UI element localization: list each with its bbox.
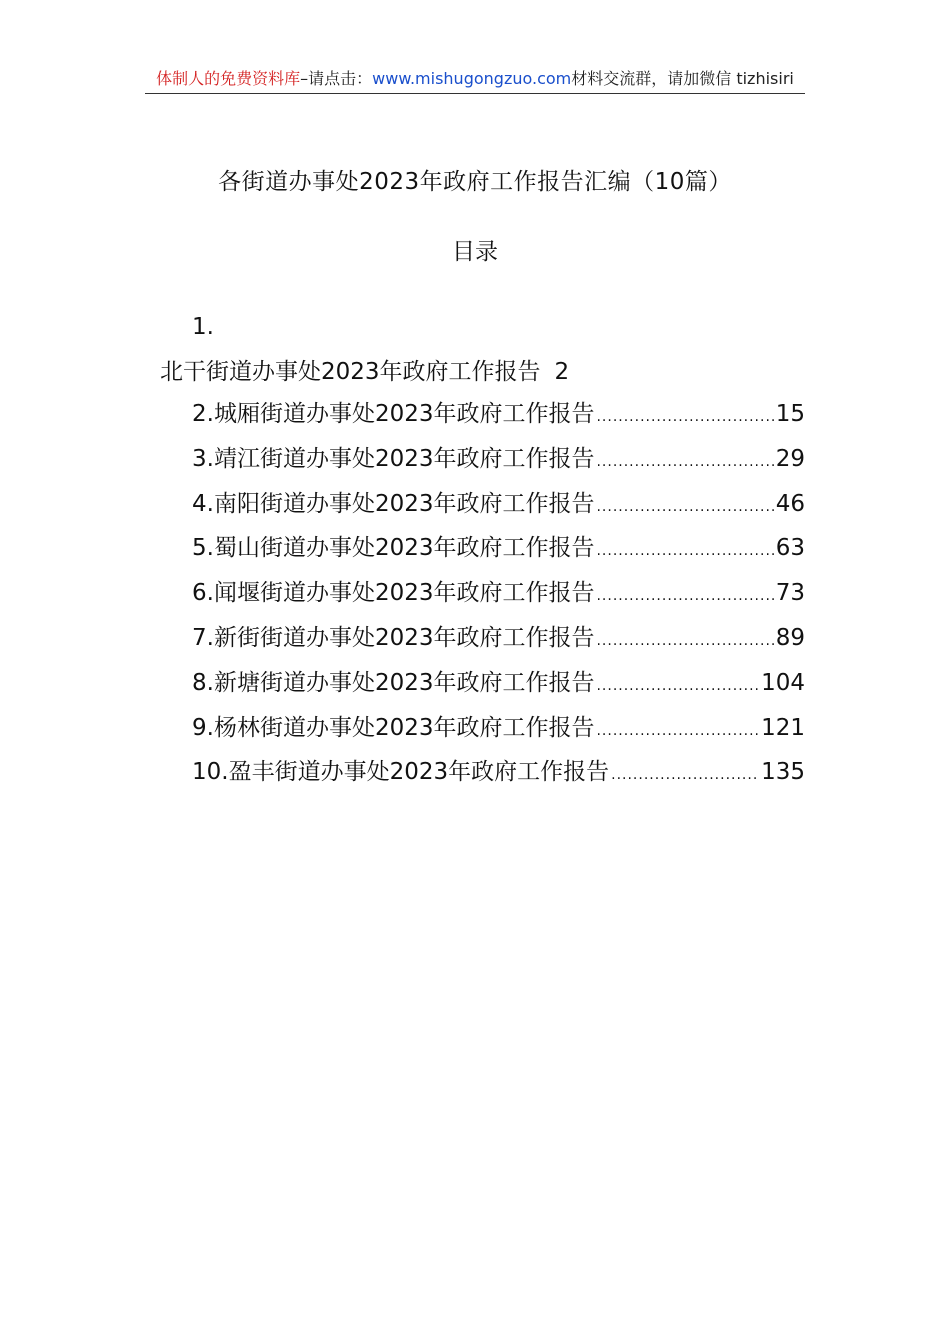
header-divider: [145, 93, 805, 94]
toc-leader: [596, 625, 773, 657]
header-prompt: –请点击：: [300, 69, 373, 88]
toc-entry-label: 4.南阳街道办事处2023年政府工作报告: [192, 490, 595, 517]
toc-first-entry[interactable]: [160, 356, 569, 388]
toc-entry-page: 89: [775, 624, 805, 651]
toc-entry-page: 2: [554, 359, 570, 385]
toc-entry[interactable]: [192, 443, 805, 488]
document-title: 各街道办事处2023年政府工作报告汇编（10篇）: [218, 169, 732, 195]
toc-entry-page: 46: [775, 490, 805, 517]
toc-leader: [611, 759, 759, 791]
page-header: [145, 68, 805, 90]
toc-entry[interactable]: [192, 488, 805, 533]
toc-entry-page: 29: [775, 445, 805, 472]
toc-leader: [596, 715, 759, 747]
toc-entry-label: 9.杨林街道办事处2023年政府工作报告: [192, 714, 595, 741]
toc-leader: [596, 580, 773, 612]
toc-first-number: 1.: [192, 314, 214, 340]
toc-leader: [596, 670, 759, 702]
toc-entry-label: 2.城厢街道办事处2023年政府工作报告: [192, 401, 595, 427]
toc-entry-label: 北干街道办事处2023年政府工作报告: [160, 359, 541, 385]
toc-entry-label: 6.闻堰街道办事处2023年政府工作报告: [192, 580, 595, 607]
toc-entry[interactable]: [192, 622, 805, 667]
toc-entry-page: 135: [761, 759, 805, 786]
header-link[interactable]: www.mishugongzuo.com: [372, 69, 572, 88]
toc-entry[interactable]: [192, 398, 805, 443]
toc-entry-label: 10.盈丰街道办事处2023年政府工作报告: [192, 759, 610, 786]
toc-leader: [596, 491, 773, 523]
toc-entry[interactable]: [192, 577, 805, 622]
toc-entry-label: 8.新塘街道办事处2023年政府工作报告: [192, 669, 595, 696]
toc-entry-label: 3.靖江街道办事处2023年政府工作报告: [192, 445, 595, 472]
toc-entry[interactable]: [192, 667, 805, 712]
toc-leader: [596, 401, 773, 433]
toc-entry-page: 15: [775, 401, 805, 427]
toc-entry-label: 5.蜀山街道办事处2023年政府工作报告: [192, 535, 595, 562]
header-brand: 体制人的免费资料库: [156, 69, 301, 88]
toc-list: [192, 398, 805, 801]
toc-leader: [596, 446, 773, 478]
toc-entry[interactable]: [192, 532, 805, 577]
toc-entry-page: 121: [761, 714, 805, 741]
toc-entry[interactable]: [192, 712, 805, 757]
toc-entry[interactable]: [192, 756, 805, 801]
toc-leader: [596, 535, 773, 567]
toc-entry-page: 104: [761, 669, 805, 696]
toc-entry-label: 7.新街街道办事处2023年政府工作报告: [192, 624, 595, 651]
header-suffix: 材料交流群，请加微信 tizhisiri: [571, 69, 794, 88]
toc-heading: 目录: [452, 239, 498, 265]
toc-entry-page: 63: [775, 535, 805, 562]
toc-entry-page: 73: [775, 580, 805, 607]
